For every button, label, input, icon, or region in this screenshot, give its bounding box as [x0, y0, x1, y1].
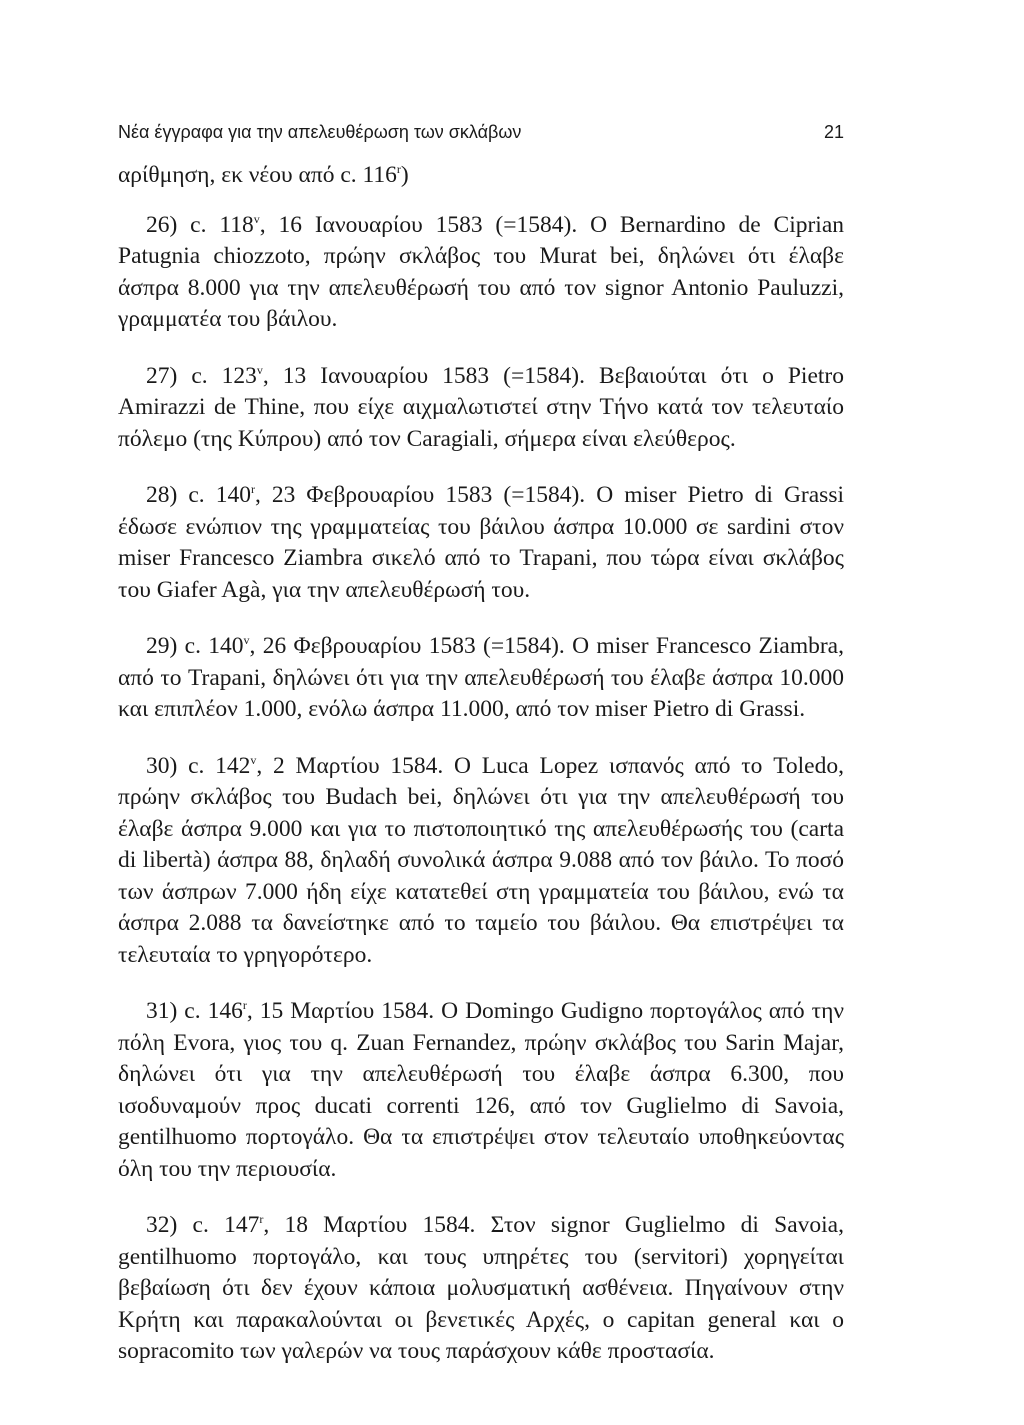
- entry-26: [118, 210, 844, 336]
- entry-lead: 28) c. 140: [146, 482, 251, 508]
- folio-side-marker: v: [256, 362, 263, 377]
- entry-text: , 26 Φεβρουαρίου 1583 (=1584). Ο miser Francesco Ziambra, από το Trapani, δηλώνει ότι για την απελευθέρωσή του έλαβε άσπρα 10.000 και επιπλέον 1.000, ενόλω άσπρα 11.000, από τον miser Pietro di Grassi.: [118, 633, 844, 722]
- folio-side-marker: r: [396, 162, 401, 177]
- entry-lead: 26) c. 118: [146, 211, 254, 238]
- folio-side-marker: v: [250, 752, 257, 767]
- entry-lead: 27) c. 123: [146, 362, 257, 389]
- folio-side-marker: v: [243, 633, 250, 648]
- entry-text: , 15 Μαρτίου 1584. Ο Domingo Gudigno πορτογάλος από την πόλη Evora, γιος του q. Zuan Fernandez, πρώην σκλάβος του Sarin Majar, δηλώνει ότι για την απελευθέρωσή του έλαβε άσπρα 6.300, που ισοδυναμούν προς ducati correnti 126, από τον Guglielmo di Savoia, gentilhuomo πορτογάλο. Θα τα επιστρέψει στον τελευταίο υποθηκεύοντας όλη του την περιουσία.: [118, 998, 844, 1182]
- entry-27: [118, 361, 844, 456]
- continuation-paragraph: [118, 160, 844, 192]
- entry-lead: 29) c. 140: [146, 633, 244, 659]
- entry-lead: 31) c. 146: [146, 998, 243, 1024]
- folio-side-marker: r: [250, 482, 255, 497]
- entry-31: [118, 996, 844, 1185]
- running-header: [118, 118, 844, 146]
- folio-side-marker: r: [242, 998, 247, 1013]
- entry-lead: 32) c. 147: [146, 1212, 260, 1238]
- entry-32: [118, 1210, 844, 1368]
- entry-text: , 13 Ιανουαρίου 1583 (=1584). Βεβαιούται ότι ο Pietro Amirazzi de Thine, που είχε αιχμαλωτιστεί στην Τήνο κατά τον τελευταίο πόλεμο (της Κύπρου) από τον Caragiali, σήμερα είναι ελεύθερος.: [118, 362, 844, 452]
- continuation-text: αρίθμηση, εκ νέου από c. 116: [118, 162, 397, 188]
- continuation-close: ): [400, 162, 409, 188]
- body-text: [118, 160, 844, 1393]
- running-header-title: Νέα έγγραφα για την απελευθέρωση των σκλάβων: [118, 122, 522, 142]
- entry-30: [118, 751, 844, 972]
- page-number: 21: [823, 122, 844, 142]
- folio-side-marker: r: [259, 1212, 264, 1227]
- entry-28: [118, 480, 844, 606]
- folio-side-marker: v: [253, 211, 260, 226]
- entry-text: , 23 Φεβρουαρίου 1583 (=1584). Ο miser Pietro di Grassi έδωσε ενώπιον της γραμματείας του βάιλου άσπρα 10.000 σε sardini στον miser Francesco Ziambra σικελό από το Trapani, που τώρα είναι σκλάβος του Giafer Agà, για την απελευθέρωσή του.: [118, 482, 844, 603]
- entry-text: , 16 Ιανουαρίου 1583 (=1584). Ο Bernardino de Ciprian Patugnia chiozzoto, πρώην σκλάβος του Murat bei, δηλώνει ότι έλαβε άσπρα 8.000 για την απελευθέρωσή του από τον signor Antonio Pauluzzi, γραμματέα του βάιλου.: [118, 211, 845, 332]
- entry-lead: 30) c. 142: [146, 752, 251, 779]
- entry-text: , 18 Μαρτίου 1584. Στον signor Guglielmo di Savoia, gentilhuomo πορτογάλο, και τους υπηρέτες του (servitori) χορηγείται βεβαίωση ότι δεν έχουν κάποια μολυσματική ασθένεια. Πηγαίνουν στην Κρήτη και παρακαλούνται οι βενετικές Αρχές, ο capitan general και ο sopracomito των γαλερών να τους παράσχουν κάθε προστασία.: [118, 1212, 844, 1364]
- entry-text: , 2 Μαρτίου 1584. Ο Luca Lopez ισπανός από το Toledo, πρώην σκλάβος του Budach bei, δηλώνει ότι για την απελευθέρωσή του έλαβε άσπρα 9.000 και για το πιστοποιητικό της απελευθέρωσής του (carta di libertà) άσπρα 88, δηλαδή συνολικά άσπρα 9.088 από τον βάιλο. Το ποσό των άσπρων 7.000 ήδη είχε κατατεθεί στη γραμματεία του βάιλου, ενώ τα άσπρα 2.088 τα δανείστηκε από το ταμείο του βάιλου. Θα επιστρέψει τα τελευταία το γρηγορότερο.: [118, 752, 844, 968]
- entry-29: [118, 631, 844, 726]
